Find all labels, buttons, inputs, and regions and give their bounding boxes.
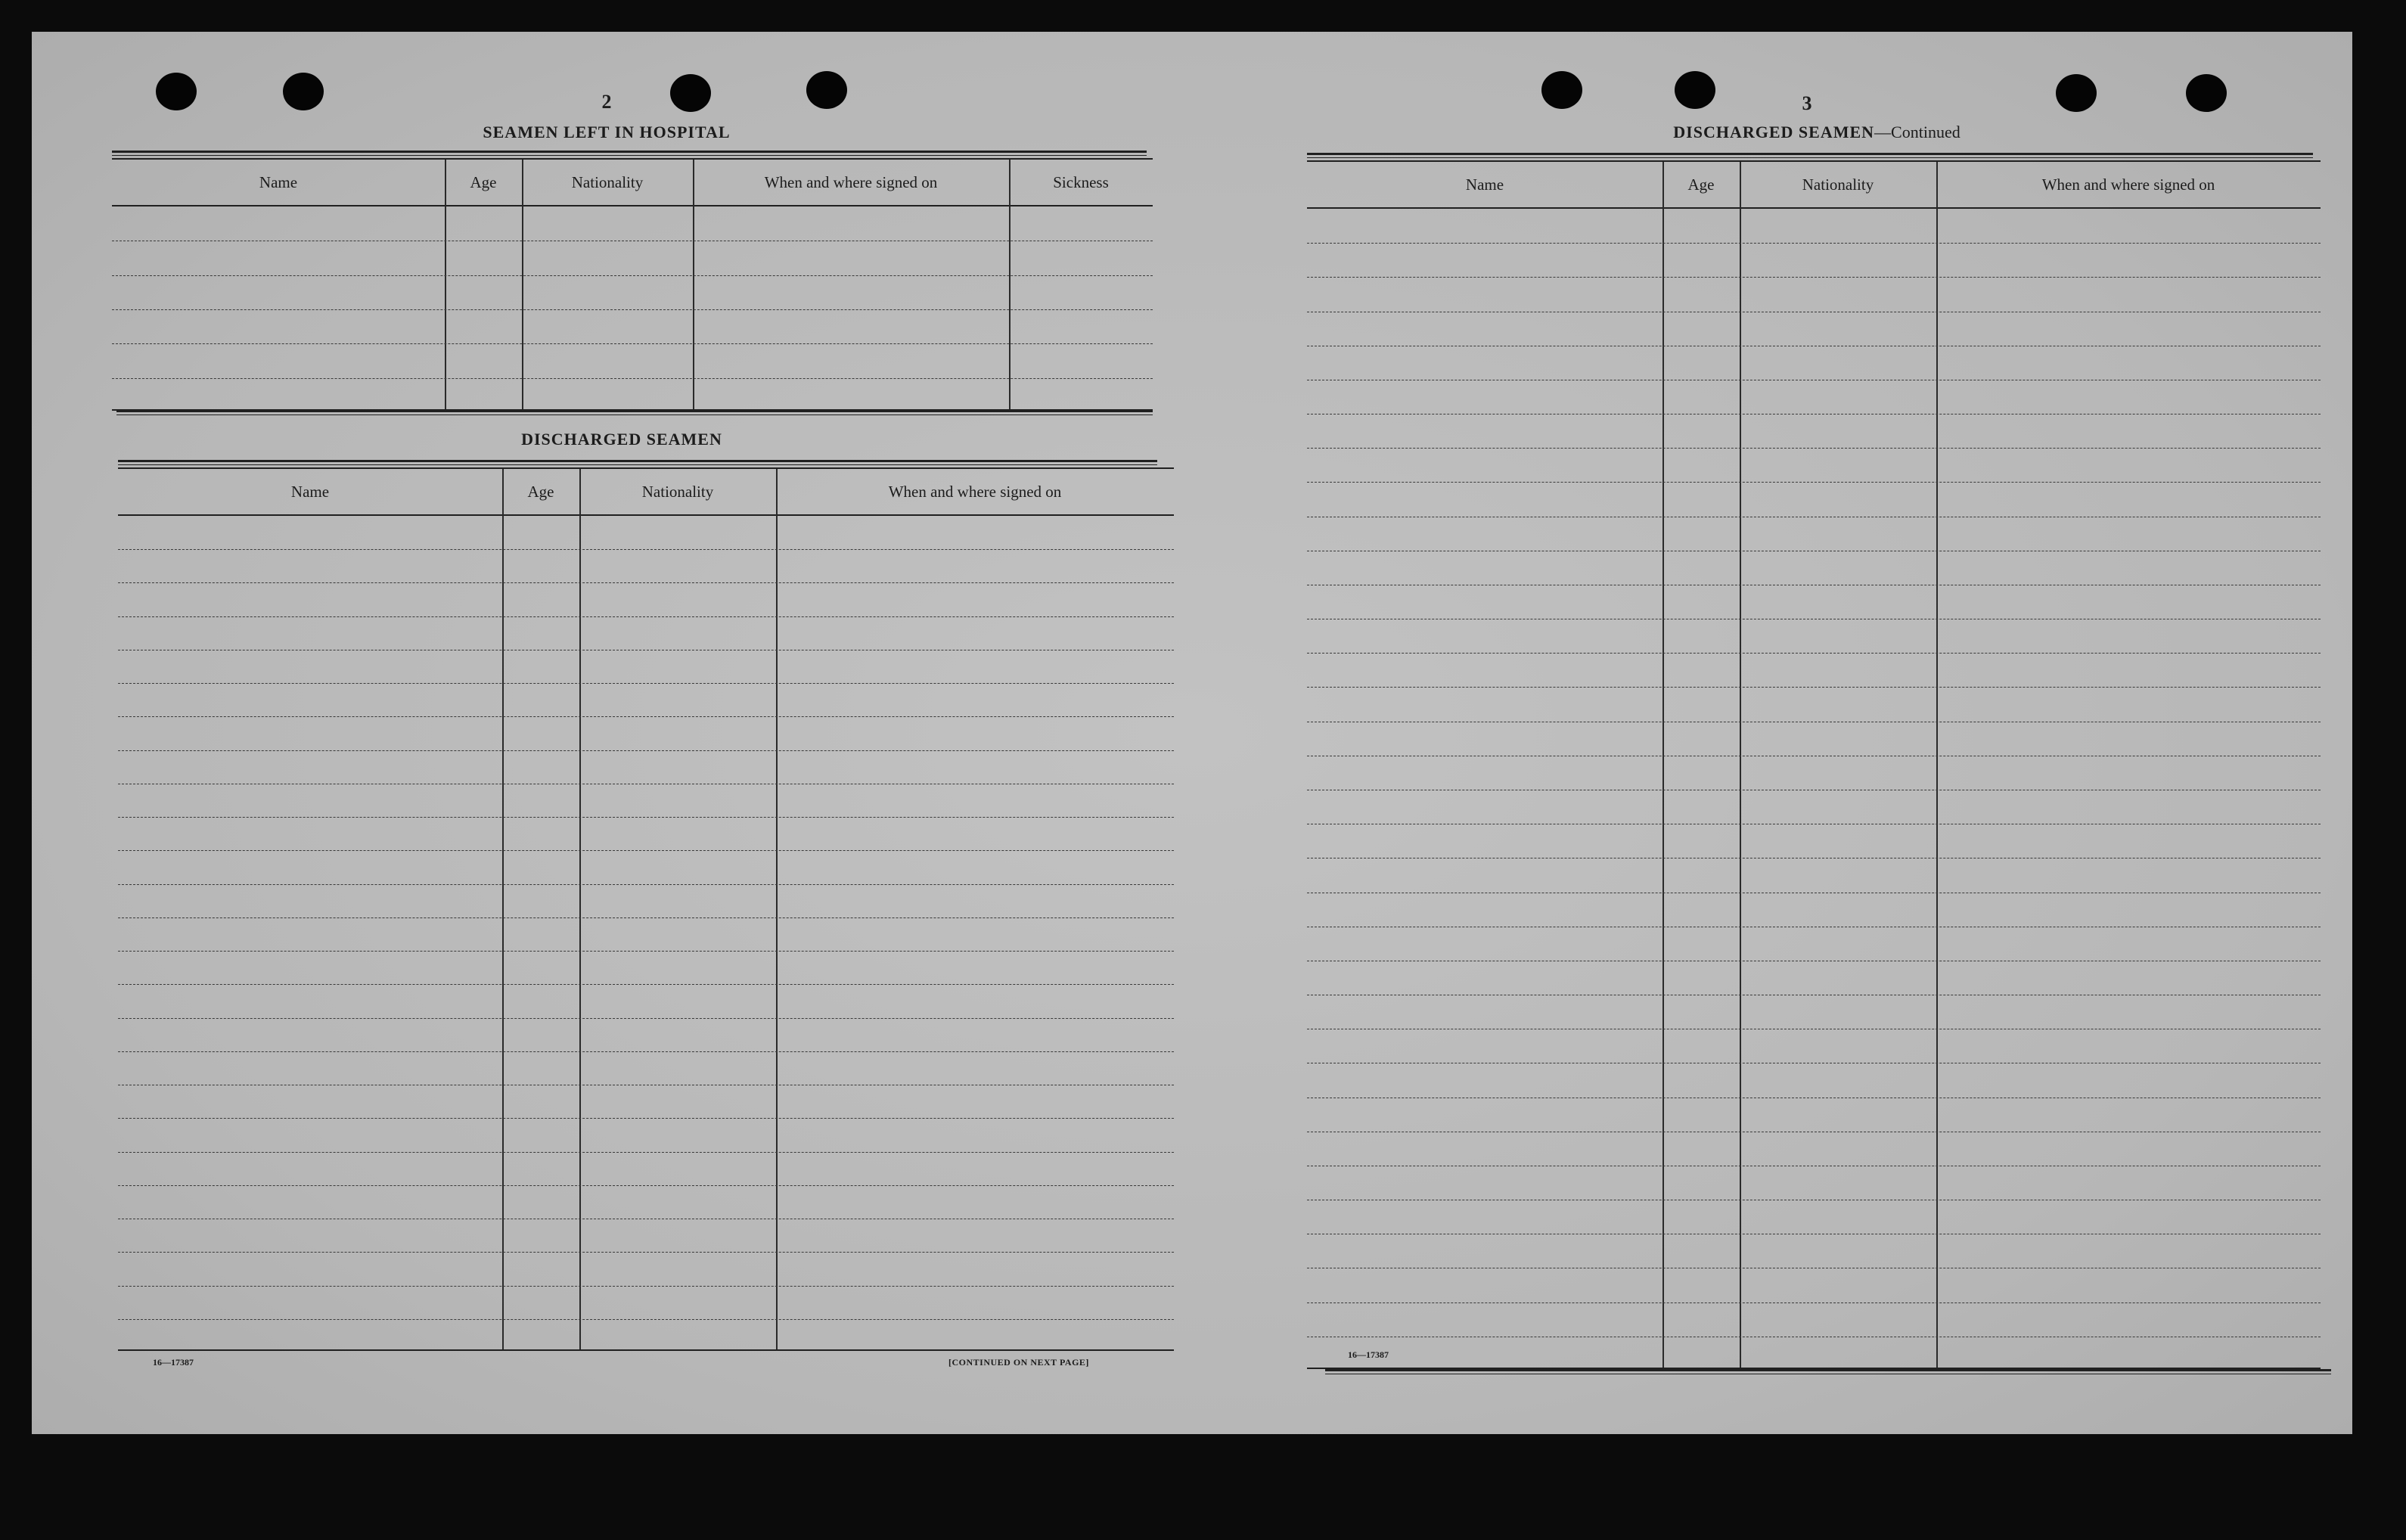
column-header: Name [290,483,330,501]
column-divider [1740,162,1741,1368]
column-header: Name [1465,175,1504,194]
section-rule [116,410,1153,415]
column-header: Age [1687,175,1715,194]
table-row [118,1319,1174,1320]
table-row [118,817,1174,818]
section-title-discharged: DISCHARGED SEAMEN [521,430,722,449]
section-title-hospital: SEAMEN LEFT IN HOSPITAL [483,123,731,141]
table-row [118,616,1174,617]
column-header: Sickness [1053,173,1109,191]
right-page [1166,32,2352,1434]
table-row [118,951,1174,952]
table-row [118,1051,1174,1052]
column-header: When and where signed on [888,483,1062,501]
table-row [118,1118,1174,1119]
table-row [118,884,1174,885]
table-row [118,549,1174,550]
column-divider [1009,160,1011,409]
table-row [118,1185,1174,1186]
continued-note: [CONTINUED ON NEXT PAGE] [948,1357,1089,1368]
table-row [1307,1302,2321,1303]
table-row [1307,243,2321,244]
table-row [118,1152,1174,1153]
table-row [112,343,1153,344]
title-rule [118,460,1157,465]
bottom-rule [1325,1369,2331,1374]
table-row [112,309,1153,310]
table-row [118,917,1174,918]
hospital-table [112,158,1153,411]
column-header: Age [527,483,554,501]
table-row [118,716,1174,717]
table-row [118,984,1174,985]
section-title-suffix: —Continued [1874,123,1961,141]
table-row [118,1018,1174,1019]
table-row [1307,277,2321,278]
column-divider [1662,162,1664,1368]
column-divider [502,469,504,1349]
column-header: When and where signed on [764,173,938,191]
table-row [118,850,1174,851]
form-number: 16—17387 [153,1357,194,1368]
column-divider [693,160,694,409]
table-row [118,683,1174,684]
left-page [32,32,1166,1434]
table-row [112,275,1153,276]
column-divider [445,160,446,409]
table-row [118,1252,1174,1253]
table-row [1307,687,2321,688]
title-rule [112,151,1147,156]
column-divider [776,469,778,1349]
page-number: 2 [601,91,612,113]
table-row [118,1286,1174,1287]
column-header: Age [470,173,497,191]
form-sheet [32,32,2352,1434]
table-row [118,750,1174,751]
form-number: 16—17387 [1348,1349,1389,1360]
title-rule [1307,153,2313,158]
discharged-continued-table [1307,160,2321,1369]
table-row [112,378,1153,379]
column-header: Nationality [571,173,644,191]
table-row [1307,448,2321,449]
column-divider [522,160,523,409]
table-row [1307,482,2321,483]
table-row [118,582,1174,583]
column-header: Nationality [641,483,714,501]
column-header: When and where signed on [2041,175,2215,194]
table-header [118,469,1174,516]
column-header: Name [259,173,298,191]
table-header [1307,162,2321,209]
section-title-discharged-continued [1575,123,2059,142]
column-divider [579,469,581,1349]
table-header [112,160,1153,206]
discharged-table [118,467,1174,1351]
table-row [1307,653,2321,654]
column-divider [1936,162,1938,1368]
column-header: Nationality [1802,175,1874,194]
page-number: 3 [1802,92,1812,114]
section-title-text: DISCHARGED SEAMEN [1673,123,1875,141]
